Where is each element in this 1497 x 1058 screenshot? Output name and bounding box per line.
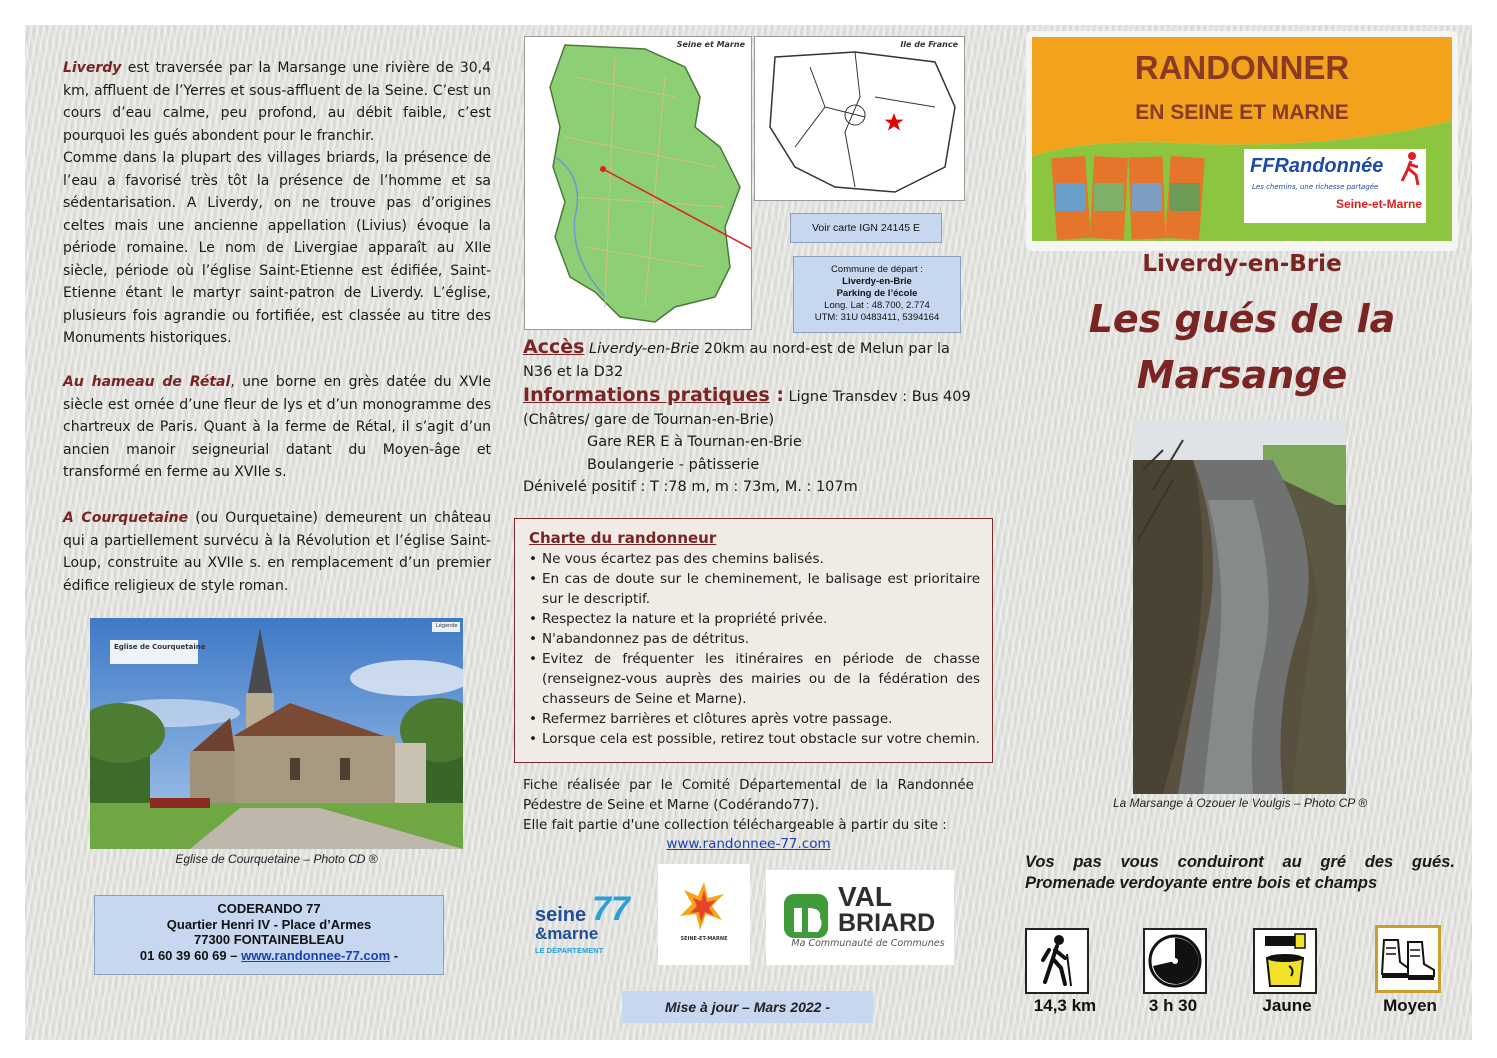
bus-line: Ligne Transdev : Bus 409 — [783, 389, 971, 405]
star-logo-icon — [658, 864, 750, 965]
river-photo-caption: La Marsange à Ozouer le Voulgis – Photo CP ® — [1112, 796, 1368, 810]
retal-text: , une borne en grès datée du XVIe siècle est ornée d’une fleur de lys et d’un monogramme des chartreux de Paris. Quant à la ferme de Rétal, il s’agit d’un ancien manoir seigneurial datant du Moyen-âge et transformé en ferme au XVIIe s. — [63, 374, 491, 480]
contact-city: 77300 FONTAINEBLEAU — [193, 932, 344, 947]
seine-et-marne-star-logo — [658, 864, 750, 965]
train-station: Gare RER E à Tournan-en-Brie — [587, 434, 802, 450]
hiker-charter-box — [514, 518, 993, 763]
charter-item: • Refermez barrières et clôtures après votre passage. — [527, 709, 980, 729]
hike-title-line1: Les gués de la — [1088, 297, 1396, 341]
church-photo — [90, 618, 463, 849]
map2-title: Ile de France — [900, 40, 958, 49]
department-map-drawing — [525, 37, 751, 329]
courquetaine-heading: A Courquetaine — [63, 510, 189, 526]
retal-paragraph — [63, 371, 491, 484]
val-briard-word2: BRIARD — [838, 909, 936, 937]
courquetaine-text: (ou Ourquetaine) demeurent un château qui a partiellement survécu à la Révolution et l’église Saint-Loup, construite au XVIIe s. en remplacement d’un premier édifice religieux de style roman. — [63, 510, 491, 594]
credits-download-line: Elle fait partie d'une collection téléchargeable à partir du site : — [523, 817, 947, 833]
charter-title: Charte du randonneur — [529, 529, 717, 547]
val-briard-word1: VAL — [838, 881, 892, 912]
retal-heading: Au hameau de Rétal — [63, 374, 231, 390]
map1-title: Seine et Marne — [676, 40, 745, 49]
logo-marne-word: &marne — [535, 924, 599, 943]
tagline-line2: Promenade verdoyante entre bois et champs — [1025, 874, 1378, 892]
ffrandonnee-tagline: Les chemins, une richesse partagée — [1252, 183, 1379, 191]
paint-bucket-icon — [1253, 928, 1317, 994]
church-photo-illustration — [90, 618, 463, 849]
difficulty-label: Moyen — [1383, 996, 1437, 1015]
charter-item: • Lorsque cela est possible, retirez tout obstacle sur votre chemin. — [527, 729, 980, 749]
boots-icon — [1375, 925, 1441, 993]
star-logo-label: SEINE-ET-MARNE — [680, 936, 728, 942]
hike-town: Liverdy-en-Brie — [1142, 251, 1342, 277]
waymark-color-label: Jaune — [1262, 996, 1312, 1015]
bakery: Boulangerie - pâtisserie — [587, 456, 760, 473]
val-briard-logo — [766, 870, 954, 965]
charter-item: • Ne vous écartez pas des chemins balisés. — [527, 549, 980, 569]
hike-title-line2: Marsange — [1136, 353, 1348, 397]
start-coordinates: Long. Lat : 48.700, 2.774 — [824, 300, 930, 311]
ffrandonnee-region: Seine-et-Marne — [1336, 197, 1423, 211]
ffrandonnee-logo-text: FFRandonnée — [1250, 155, 1384, 177]
contact-address: Quartier Henri IV - Place d’Armes — [166, 916, 372, 932]
photo-corner-label: Légende — [436, 623, 458, 629]
credits-text — [523, 775, 974, 835]
town-name: Liverdy — [63, 60, 122, 76]
charter-item: • N'abandonnez pas de détritus. — [527, 629, 980, 649]
collection-website-link[interactable]: www.randonnee-77.com — [666, 836, 831, 852]
banner — [1026, 31, 1458, 251]
charter-list — [527, 549, 980, 749]
history-text: Comme dans la plupart des villages briards, la présence de l’eau a favorisé très tôt la présence de l’homme et sa sédentarisation. A Liverdy, on ne trouve pas d’origines celtes mais une ancienne appellation (Livius) évoque la période romaine. Le nom de Livergiae apparaît au XIIe siècle, période où l’église Saint-Etienne est édifiée, Saint-Etienne étant le martyr saint-patron de Liverdy. L’église, plusieurs fois agrandie ou fortifiée, est classée au titre des Monuments historiques. — [63, 150, 491, 346]
distance-label: 14,3 km — [1033, 996, 1097, 1015]
river-photo-illustration — [1133, 420, 1346, 794]
start-parking: Parking de l’école — [836, 288, 918, 299]
contact-trail: - — [390, 947, 399, 963]
charter-item: • En cas de doute sur le cheminement, le balisage est prioritaire sur le descriptif. — [527, 569, 980, 609]
contact-phone: 01 60 39 60 69 – — [139, 947, 238, 963]
contact-box — [94, 895, 444, 975]
church-photo-caption: Eglise de Courquetaine – Photo CD ® — [175, 852, 378, 866]
river-photo — [1133, 420, 1346, 794]
practical-info-heading: Informations pratiques — [523, 384, 770, 406]
hiker-icon — [1025, 928, 1089, 994]
seine-et-marne-logo — [530, 882, 630, 962]
update-date: Mise à jour – Mars 2022 - — [622, 991, 873, 1023]
logo-departement: LE DÉPARTEMENT — [535, 946, 604, 955]
logo-77: 77 — [592, 890, 630, 928]
intro-paragraph — [63, 57, 491, 350]
access-town: Liverdy-en-Brie — [589, 341, 700, 357]
charter-item: • Evitez de fréquenter les itinéraires en période de chasse (renseignez-vous auprès des mairies ou de la fédération des chasseurs de Seine et Marne). — [527, 649, 980, 709]
bus-route: (Châtres/ gare de Tournan-en-Brie) — [523, 411, 775, 428]
hike-title — [1026, 291, 1458, 403]
ign-map-note: Voir carte IGN 24145 E — [790, 213, 942, 243]
courquetaine-paragraph — [63, 507, 491, 597]
start-label: Commune de départ : — [831, 264, 923, 275]
region-map-drawing — [755, 37, 964, 200]
banner-subtitle: EN SEINE ET MARNE — [1135, 101, 1349, 124]
start-town: Liverdy-en-Brie — [842, 276, 912, 287]
start-point-box — [793, 256, 961, 333]
clock-icon — [1143, 928, 1207, 994]
tagline-line1: Vos pas vous conduiront au gré des gués. — [1025, 853, 1455, 871]
access-text: 20km au nord-est de Melun par la N36 et la D32 — [523, 341, 950, 380]
start-utm: UTM: 31U 0483411, 5394164 — [814, 312, 940, 323]
seine-et-marne-map — [524, 36, 752, 330]
duration-label: 3 h 30 — [1148, 996, 1198, 1015]
access-heading: Accès — [523, 336, 585, 358]
val-briard-tagline: Ma Communauté de Communes — [791, 938, 945, 949]
intro-text: est traversée par la Marsange une rivière de 30,4 km, affluent de l’Yerres et sous-affluent de la Seine. C’est un cours d’eau calme, peu profond, au débit faible, c’est pourquoi les gués abondent pour le franchir. — [63, 60, 491, 144]
logo-seine-word: seine — [535, 904, 587, 926]
elevation-gain: Dénivelé positif : T :78 m, m : 73m, M. : 107m — [523, 479, 858, 495]
practical-info-section — [523, 384, 983, 499]
banner-title: RANDONNER — [1134, 49, 1350, 86]
contact-website-link[interactable]: www.randonnee-77.com — [241, 947, 391, 963]
practical-info-colon: : — [769, 384, 784, 406]
ffrandonnee-hiker-icon — [1398, 151, 1424, 187]
credits-line: Fiche réalisée par le Comité Départemental de la Randonnée Pédestre de Seine et Marne (Codérando77). — [523, 777, 974, 813]
contact-org: CODERANDO 77 — [217, 901, 321, 916]
photo-tag: Eglise de Courquetaine — [114, 643, 206, 651]
ile-de-france-map — [754, 36, 965, 201]
charter-item: • Respectez la nature et la propriété privée. — [527, 609, 980, 629]
access-section — [523, 336, 978, 383]
